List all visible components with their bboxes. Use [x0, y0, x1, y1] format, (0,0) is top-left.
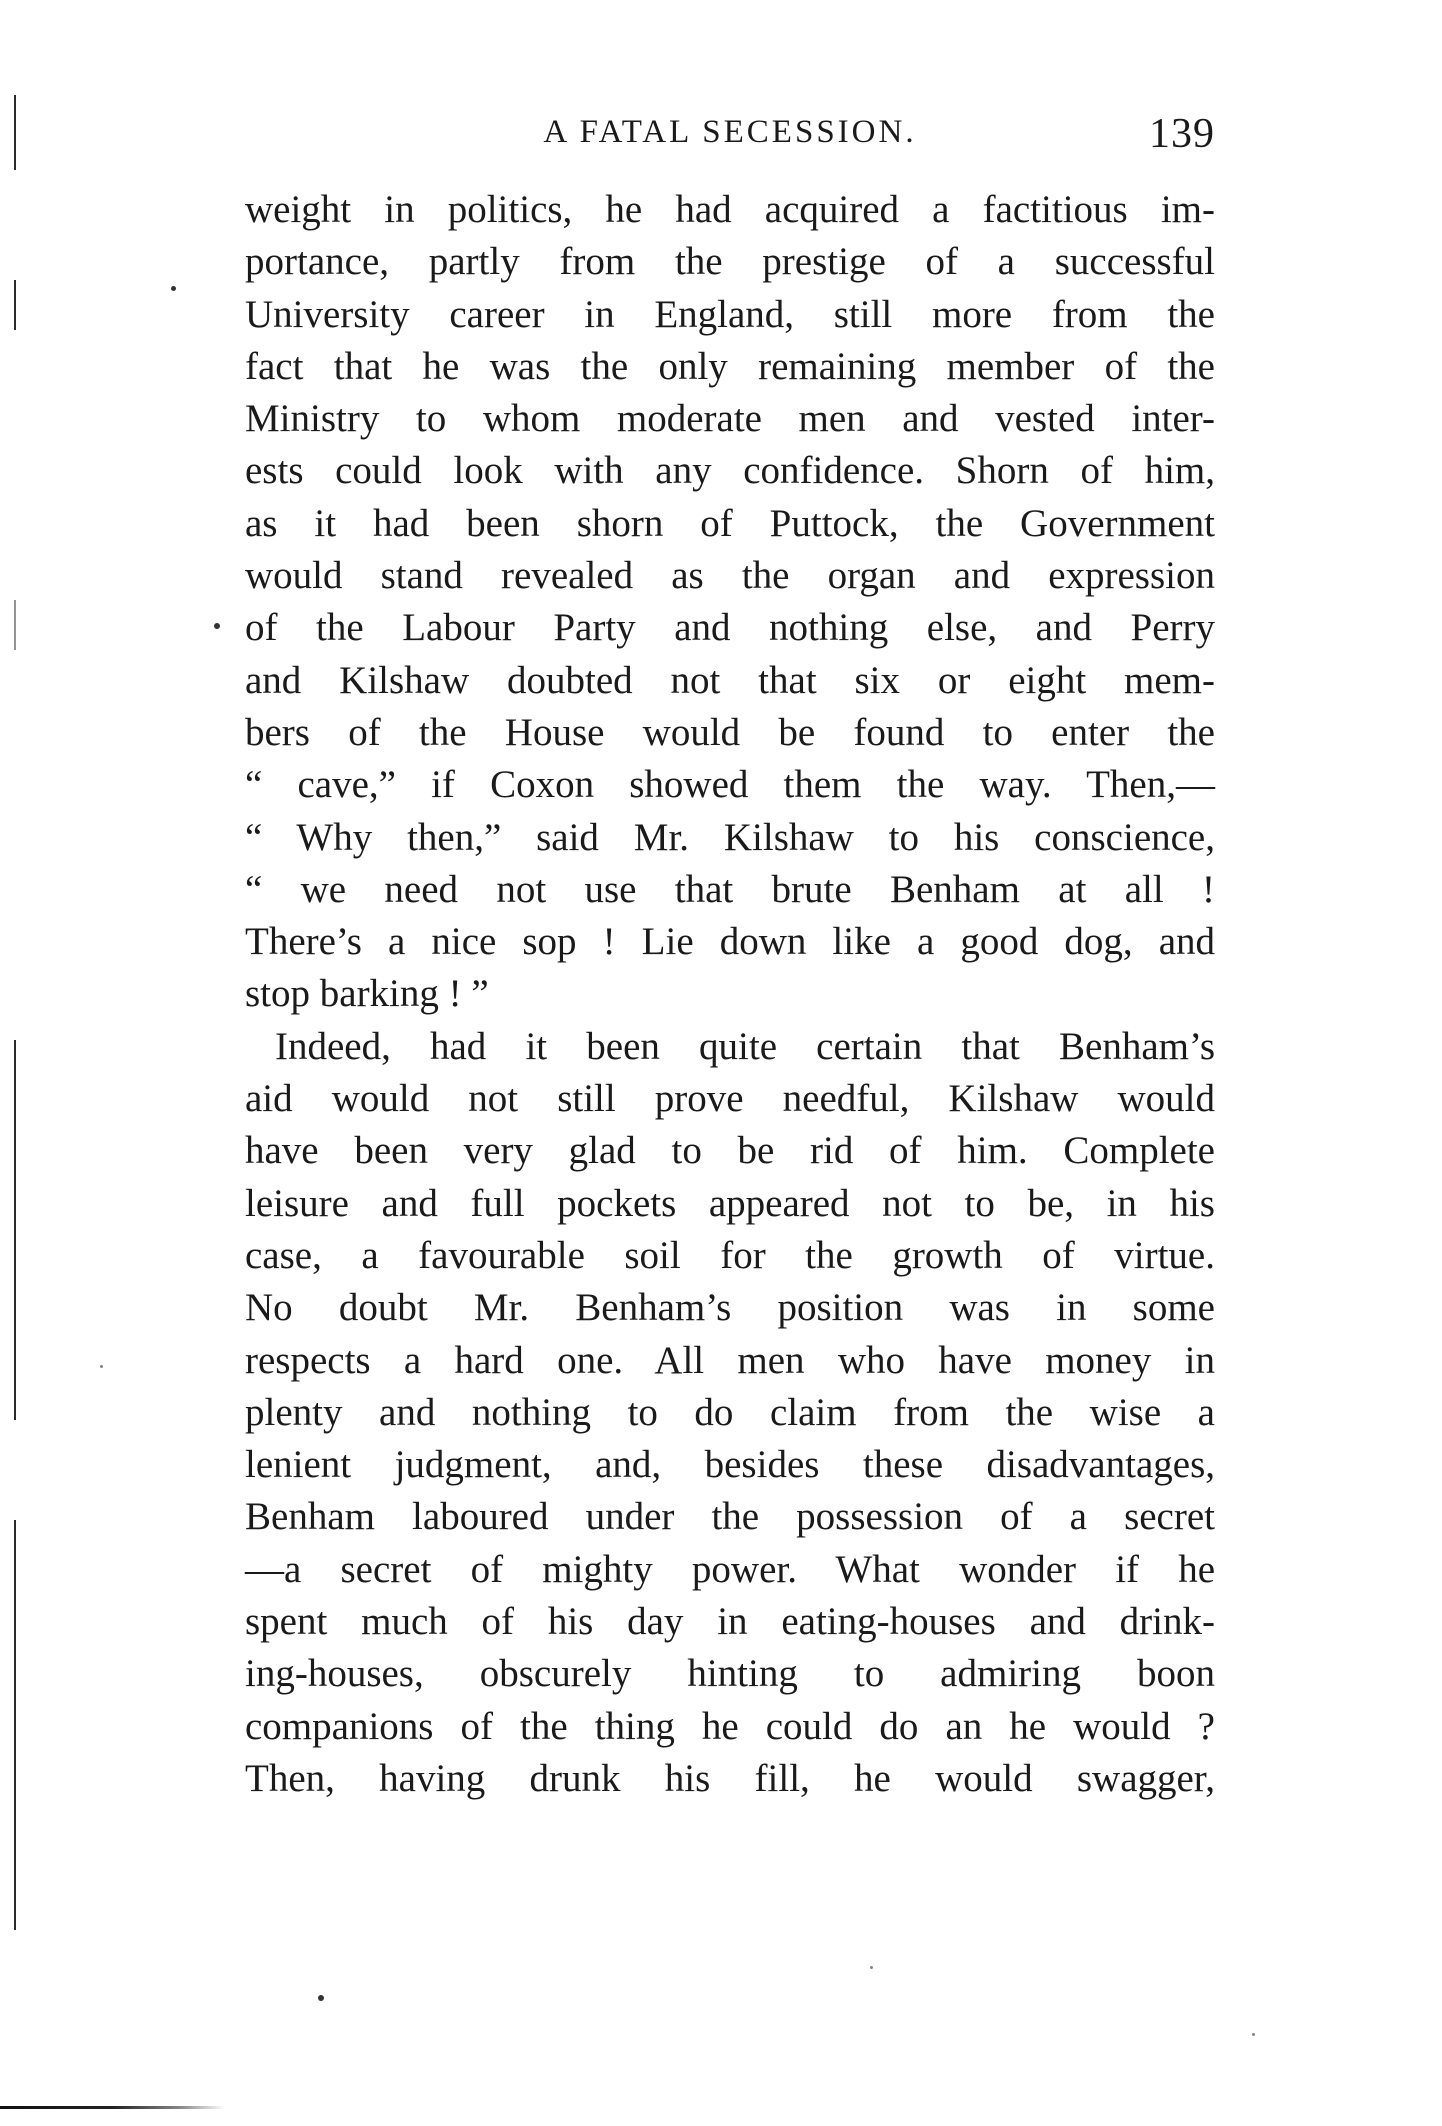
scan-gutter-mark [14, 95, 16, 170]
paragraph [245, 184, 1215, 1021]
scan-speck [100, 1365, 103, 1368]
text-line: plenty and nothing to do claim from the wise a [245, 1390, 1215, 1434]
text-line: “ cave,” if Coxon showed them the way. Then,— [245, 763, 1215, 807]
text-line: weight in politics, he had acquired a factitious im- [245, 188, 1215, 231]
running-title: A FATAL SECESSION. [543, 114, 917, 150]
text-line: Ministry to whom moderate men and vested inter- [245, 397, 1215, 441]
text-line: lenient judgment, and, besides these disadvantages, [245, 1443, 1215, 1487]
text-line: ing-houses, obscurely hinting to admiring boon [245, 1652, 1215, 1696]
text-line: and Kilshaw doubted not that six or eight mem- [245, 658, 1215, 702]
text-line: There’s a nice sop ! Lie down like a good dog, and [245, 920, 1215, 964]
text-line: would stand revealed as the organ and expression [245, 554, 1215, 598]
text-line: respects a hard one. All men who have money in [245, 1338, 1215, 1382]
text-line: Indeed, had it been quite certain that Benham’s [275, 1024, 1215, 1068]
text-line: leisure and full pockets appeared not to be, in his [245, 1181, 1215, 1225]
text-line: of the Labour Party and nothing else, and Perry [245, 606, 1215, 650]
body-text [245, 184, 1215, 1805]
scan-gutter-mark [14, 280, 16, 330]
text-line: have been very glad to be rid of him. Complete [245, 1129, 1215, 1173]
text-line: fact that he was the only remaining member of the [245, 344, 1215, 388]
scan-gutter-mark [14, 1040, 16, 1420]
running-head [245, 110, 1215, 166]
text-line: stop barking ! ” [245, 972, 489, 1016]
text-line: ests could look with any confidence. Shorn of him, [245, 449, 1215, 493]
scan-gutter-mark [14, 600, 16, 650]
text-line: companions of the thing he could do an he would ? [245, 1704, 1215, 1748]
text-line: bers of the House would be found to enter the [245, 710, 1215, 754]
text-line: portance, partly from the prestige of a successful [245, 240, 1215, 284]
text-line: “ Why then,” said Mr. Kilshaw to his conscience, [245, 815, 1215, 859]
text-line: “ we need not use that brute Benham at all ! [245, 867, 1215, 911]
text-line: —a secret of mighty power. What wonder if he [245, 1547, 1215, 1591]
scan-edge-shadow [0, 2106, 225, 2109]
text-line: Then, having drunk his fill, he would swagger, [245, 1756, 1215, 1800]
scan-speck [870, 1966, 873, 1969]
text-line: as it had been shorn of Puttock, the Government [245, 501, 1215, 545]
paragraph [245, 1021, 1215, 1805]
text-line: spent much of his day in eating-houses and drink- [245, 1600, 1215, 1644]
text-line: No doubt Mr. Benham’s position was in some [245, 1286, 1215, 1330]
scan-speck [1252, 2033, 1255, 2036]
scan-gutter-mark [14, 1520, 16, 1930]
scan-speck [318, 1995, 324, 2001]
text-line: aid would not still prove needful, Kilshaw would [245, 1077, 1215, 1121]
text-line: case, a favourable soil for the growth of virtue. [245, 1233, 1215, 1277]
scan-speck [171, 286, 176, 291]
page-number: 139 [1149, 111, 1215, 157]
text-line: Benham laboured under the possession of a secret [245, 1495, 1215, 1539]
text-line: University career in England, still more from the [245, 292, 1215, 336]
scan-speck [214, 623, 220, 629]
